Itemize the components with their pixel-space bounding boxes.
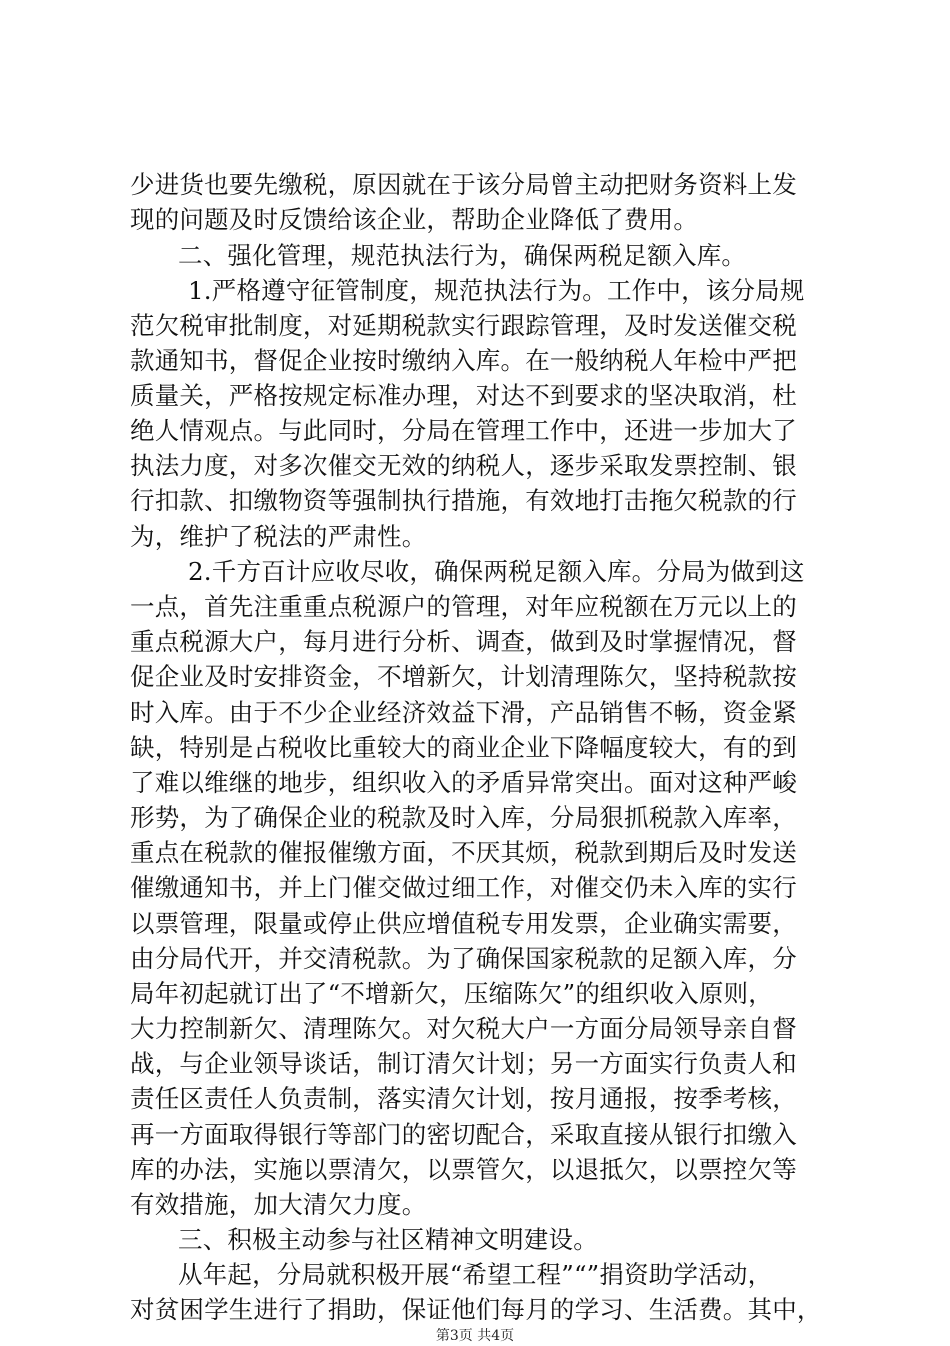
page-number: 第3页 (435, 1328, 473, 1344)
text-line: 大力控制新欠、清理陈欠。对欠税大户一方面分局领导亲自督 (130, 1014, 797, 1043)
text-line: 从年起，分局就积极开展“希望工程”“”捐资助学活动， (178, 1260, 773, 1289)
text-line: 了难以维继的地步，组织收入的矛盾异常突出。面对这种严峻 (130, 768, 797, 797)
text-line: 2.千方百计应收尽收，确保两税足额入库。分局为做到这 (188, 557, 805, 586)
text-line: 行扣款、扣缴物资等强制执行措施，有效地打击拖欠税款的行 (130, 486, 797, 515)
text-line: 形势，为了确保企业的税款及时入库，分局狠抓税款入库率， (130, 803, 797, 832)
text-line: 1.严格遵守征管制度，规范执法行为。工作中，该分局规 (188, 276, 805, 305)
text-line: 时入库。由于不少企业经济效益下滑，产品销售不畅，资金紧 (130, 698, 797, 727)
text-line: 战，与企业领导谈话，制订清欠计划；另一方面实行负责人和 (130, 1049, 797, 1078)
text-line: 绝人情观点。与此同时，分局在管理工作中，还进一步加大了 (130, 416, 797, 445)
text-line: 再一方面取得银行等部门的密切配合，采取直接从银行扣缴入 (130, 1120, 797, 1149)
text-line: 库的办法，实施以票清欠，以票管欠，以退抵欠，以票控欠等 (130, 1155, 797, 1184)
section-heading: 三、积极主动参与社区精神文明建设。 (178, 1225, 598, 1254)
section-heading: 二、强化管理，规范执法行为，确保两税足额入库。 (178, 241, 747, 270)
page-total: 共4页 (477, 1328, 515, 1344)
text-line: 重点在税款的催报催缴方面，不厌其烦，税款到期后及时发送 (130, 838, 797, 867)
text-line: 执法力度，对多次催交无效的纳税人，逐步采取发票控制、银 (130, 451, 797, 480)
text-line: 促企业及时安排资金，不增新欠，计划清理陈欠，坚持税款按 (130, 662, 797, 691)
text-line: 局年初起就订出了“不增新欠，压缩陈欠”的组织收入原则， (130, 979, 773, 1008)
text-line: 责任区责任人负责制，落实清欠计划，按月通报，按季考核， (130, 1084, 797, 1113)
text-line: 一点，首先注重重点税源户的管理，对年应税额在万元以上的 (130, 592, 797, 621)
text-line: 有效措施，加大清欠力度。 (130, 1190, 427, 1219)
text-line: 款通知书，督促企业按时缴纳入库。在一般纳税人年检中严把 (130, 346, 797, 375)
page-footer (0, 1326, 950, 1346)
text-line: 对贫困学生进行了捐助，保证他们每月的学习、生活费。其中， (130, 1295, 822, 1324)
text-line: 质量关，严格按规定标准办理，对达不到要求的坚决取消，杜 (130, 381, 797, 410)
text-line: 为，维护了税法的严肃性。 (130, 522, 427, 551)
text-line: 现的问题及时反馈给该企业，帮助企业降低了费用。 (130, 205, 699, 234)
text-line: 以票管理，限量或停止供应增值税专用发票，企业确实需要， (130, 909, 797, 938)
text-line: 重点税源大户，每月进行分析、调查，做到及时掌握情况，督 (130, 627, 797, 656)
text-line: 缺，特别是占税收比重较大的商业企业下降幅度较大，有的到 (130, 733, 797, 762)
text-line: 少进货也要先缴税，原因就在于该分局曾主动把财务资料上发 (130, 170, 797, 199)
text-line: 由分局代开，并交清税款。为了确保国家税款的足额入库，分 (130, 944, 797, 973)
text-line: 催缴通知书，并上门催交做过细工作，对催交仍未入库的实行 (130, 873, 797, 902)
text-line: 范欠税审批制度，对延期税款实行跟踪管理，及时发送催交税 (130, 311, 797, 340)
